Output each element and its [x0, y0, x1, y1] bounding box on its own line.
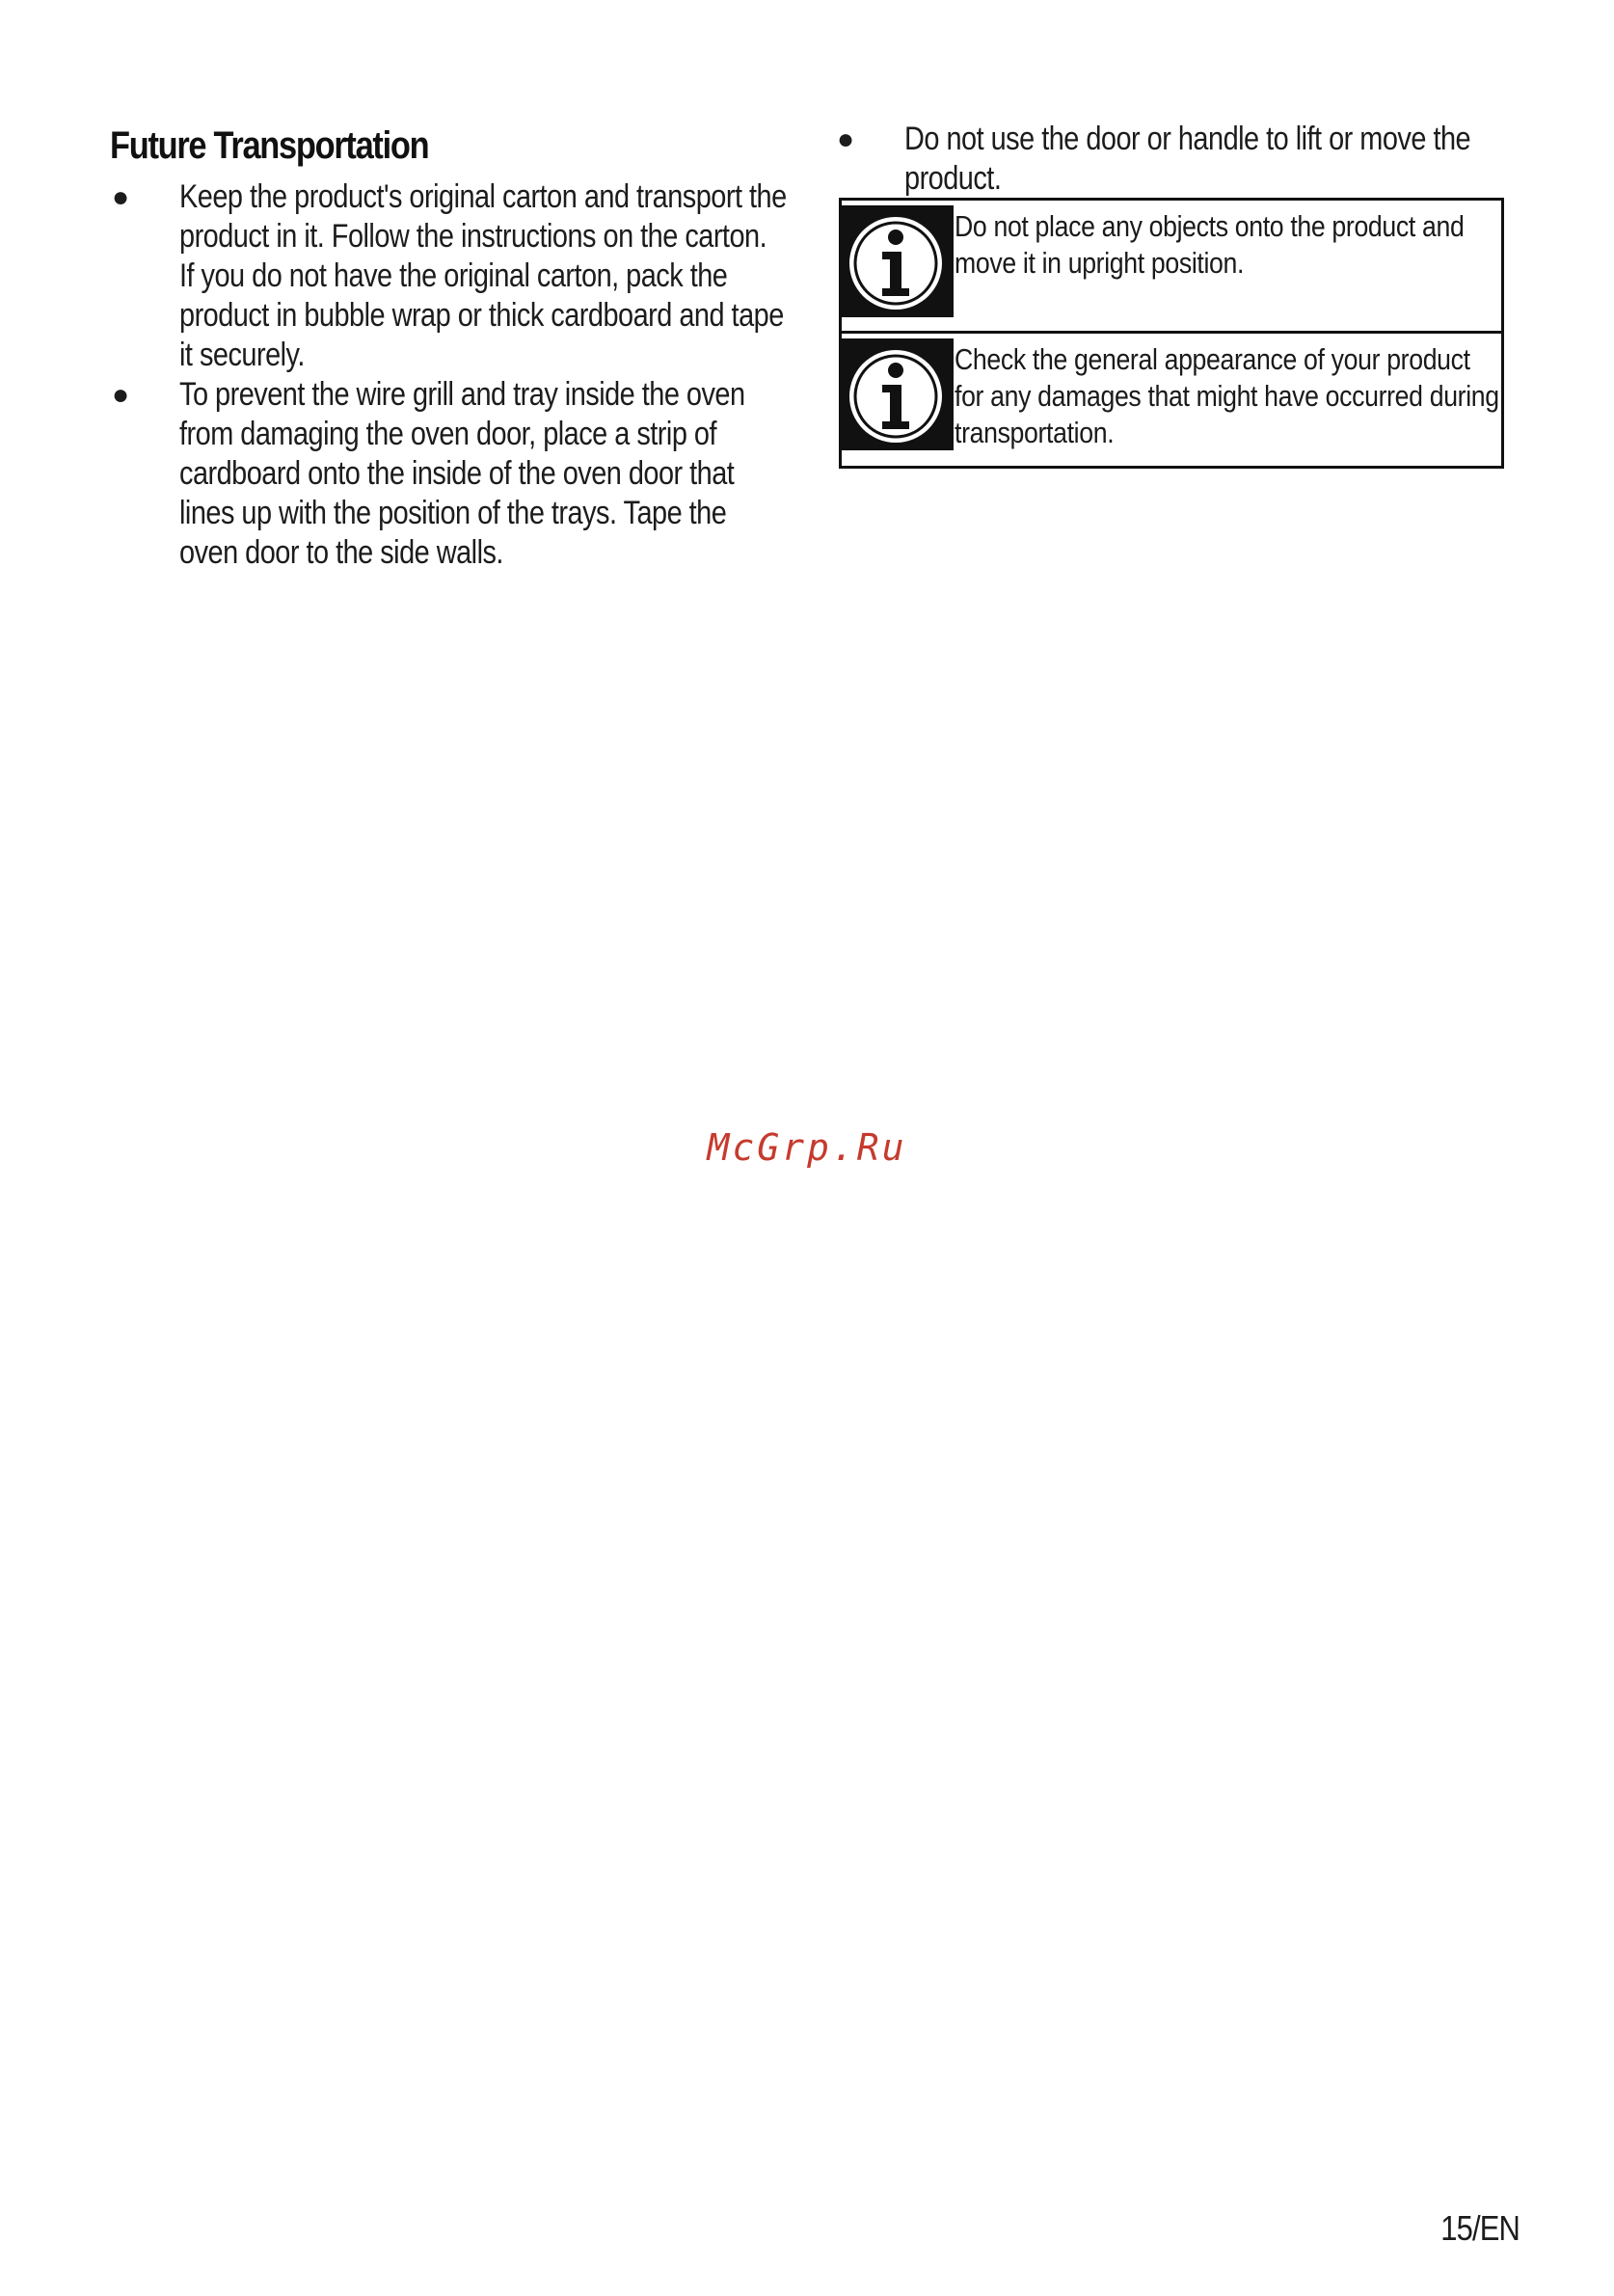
list-item-text: Do not use the door or handle to lift or move the product.: [904, 121, 1471, 197]
bullet-icon: ●: [837, 123, 854, 155]
info-icon: [842, 338, 954, 450]
bullet-list-right: [835, 120, 1510, 199]
page-number: 15/EN: [1440, 2208, 1520, 2248]
watermark: McGrp.Ru: [707, 1126, 907, 1169]
info-note-text: Check the general appearance of your product for any damages that might have occurred during transportation.: [955, 342, 1499, 449]
info-icon: [842, 205, 954, 317]
list-item: [110, 375, 785, 573]
list-item-text: Keep the product's original carton and transport the product in it. Follow the instructions on the carton. If you do not have the original carton, pack the product in bubble wrap or thick cardboard and tape it securely.: [179, 178, 787, 373]
list-item-text: To prevent the wire grill and tray inside the oven from damaging the oven door, place a strip of cardboard onto the inside of the oven door that lines up with the position of the trays. Tape the oven door to the side walls.: [179, 376, 745, 571]
bullet-icon: ●: [112, 379, 129, 411]
section-heading: Future Transportation: [110, 124, 429, 167]
bullet-list-left: [110, 177, 785, 573]
right-column: [835, 120, 1510, 199]
list-item: [110, 177, 785, 375]
info-note: [842, 201, 1501, 334]
info-notes-box: [839, 198, 1504, 469]
bullet-icon: ●: [112, 181, 129, 213]
info-note: [842, 334, 1501, 466]
left-column: [110, 120, 785, 573]
list-item: [835, 120, 1510, 199]
info-note-text: Do not place any objects onto the product and move it in upright position.: [955, 209, 1465, 280]
